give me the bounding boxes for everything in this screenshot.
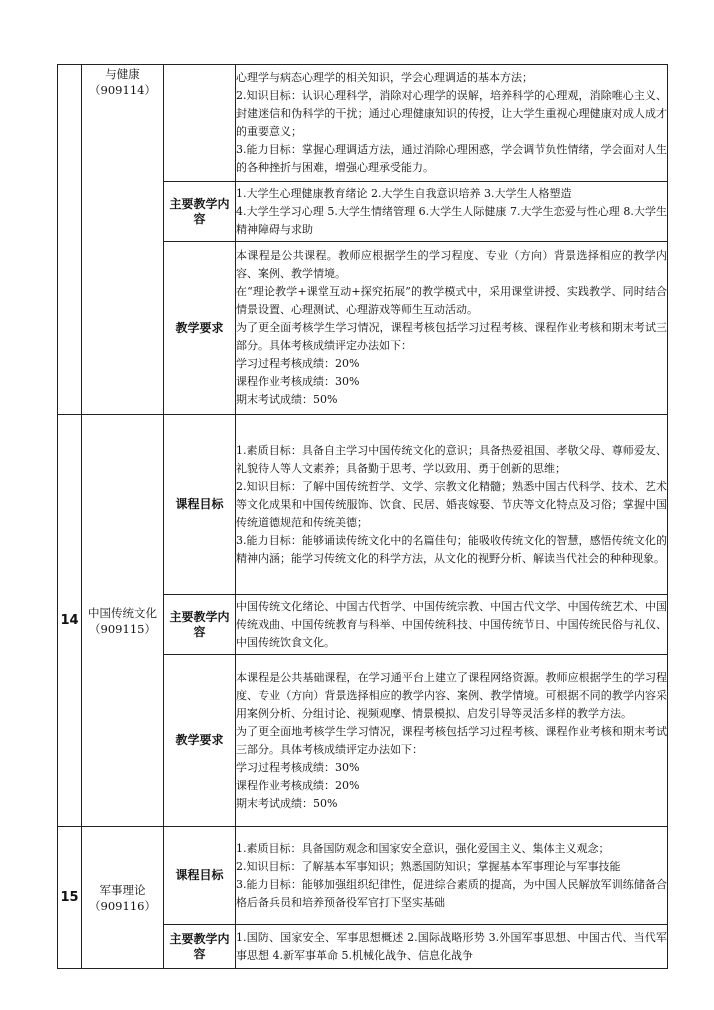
course-name: 军事理论: [99, 882, 146, 897]
content-line: 为了更全面考核学生学习情况，课程考核包括学习过程考核、课程作业考核和期末考试三部分。具体考核成绩评定办法如下：: [236, 321, 667, 352]
section-label: 主要教学内容: [164, 925, 236, 969]
content-line: 2.知识目标：了解中国传统哲学、文学、宗教文化精髓；熟悉中国古代科学、技术、艺术等文化成果和中国传统服饰、饮食、民居、婚丧嫁娶、节庆等文化特点及习俗；掌握中国传统道德规范和传统美德；: [236, 479, 667, 529]
row-number: 15: [58, 827, 82, 969]
content-line: 3.能力目标：掌握心理调适方法，通过消除心理困惑，学会调节负性情绪，学会面对人生的各种挫折与困难，增强心理承受能力。: [236, 143, 667, 174]
section-content: [236, 242, 668, 415]
section-label: 教学要求: [164, 655, 236, 827]
section-content: [236, 827, 668, 925]
course-name-cell: [82, 415, 164, 827]
course-name: 与健康: [105, 67, 140, 81]
content-line: 在“理论教学+课堂互动+探究拓展”的教学模式中，采用课堂讲授、实践教学、同时结合情景设置、心理测试、心理游戏等师生互动活动。: [236, 285, 667, 316]
section-content: [236, 655, 668, 827]
content-line: 2.知识目标：认识心理科学，消除对心理学的误解，培养科学的心理观，消除唯心主义、封建迷信和伪科学的干扰；通过心理健康知识的传授，让大学生重视心理健康对成人成才的重要意义；: [236, 89, 667, 138]
content-line: 学习过程考核成绩：20%: [236, 357, 360, 370]
course-name-cell: [82, 65, 164, 415]
content-line: 心理学与病态心理学的相关知识，学会心理调适的基本方法；: [236, 71, 533, 84]
content-line: 学习过程考核成绩：30%: [236, 760, 360, 774]
content-line: 课程作业考核成绩：30%: [236, 375, 360, 388]
content-line: 期末考试成绩：50%: [236, 393, 338, 406]
content-line: 3.能力目标：能够诵读传统文化中的名篇佳句；能吸收传统文化的智慧，感悟传统文化的精神内涵；能学习传统文化的科学方法，从文化的视野分析、解读当代社会的种种现象。: [236, 533, 667, 565]
course-code: （909116）: [89, 898, 156, 913]
content-line: 1.素质目标：具备自主学习中国传统文化的意识；具备热爱祖国、孝敬父母、尊师爱友、礼貌待人等人文素养；具备勤于思考、学以致用、勇于创新的思维；: [236, 443, 667, 475]
content-line: 1.大学生心理健康教育绪论 2.大学生自我意识培养 3.大学生人格塑造: [236, 186, 572, 200]
section-label: 主要教学内容: [164, 182, 236, 242]
content-line: 为了更全面地考核学生学习情况，课程考核包括学习过程考核、课程作业考核和期末考试三部分。具体考核成绩评定办法如下：: [236, 724, 667, 756]
section-content: [236, 415, 668, 595]
content-line: 4.大学生学习心理 5.大学生情绪管理 6.大学生人际健康 7.大学生恋爱与性心理 8.大学生精神障碍与求助: [236, 204, 667, 236]
content-line: 期末考试成绩：50%: [236, 796, 338, 810]
section-content: [236, 595, 668, 655]
row-number: 14: [58, 415, 82, 827]
course-name-cell: [82, 827, 164, 969]
course-name: 中国传统文化: [88, 605, 157, 620]
course-code: （909114）: [89, 83, 156, 97]
section-content: [236, 182, 668, 242]
section-label: 主要教学内容: [164, 595, 236, 655]
section-label: 课程目标: [164, 415, 236, 595]
table-row: [58, 415, 668, 595]
row-number: [58, 65, 82, 415]
table-row: [58, 827, 668, 925]
content-line: 中国传统文化绪论、中国古代哲学、中国传统宗教、中国古代文学、中国传统艺术、中国传统戏曲、中国传统教育与科举、中国传统科技、中国传统节日、中国传统民俗与礼仪、中国传统饮食文化。: [236, 599, 667, 649]
content-line: 本课程是公共基础课程，在学习通平台上建立了课程网络资源。教师应根据学生的学习程度、专业（方向）背景选择相应的教学内容、案例、教学情境。可根据不同的教学内容采用案例分析、分组讨论、视频观摩、情景模拟、启发引导等灵活多样的教学方法。: [236, 670, 667, 720]
content-line: 本课程是公共课程。教师应根据学生的学习程度、专业（方向）背景选择相应的教学内容、案例、教学情境。: [236, 249, 667, 280]
content-line: 2.知识目标：了解基本军事知识；熟悉国防知识；掌握基本军事理论与军事技能: [236, 859, 621, 873]
content-line: 1.国防、国家安全、军事思想概述 2.国际战略形势 3.外国军事思想、中国古代、当代军事思想 4.新军事革命 5.机械化战争、信息化战争: [236, 930, 667, 962]
section-label: 教学要求: [164, 242, 236, 415]
course-table: [57, 64, 668, 969]
section-content: [236, 65, 668, 182]
section-label: 课程目标: [164, 827, 236, 925]
content-line: 课程作业考核成绩：20%: [236, 778, 360, 792]
course-code: （909115）: [89, 621, 156, 636]
section-label: [164, 65, 236, 182]
content-line: 1.素质目标：具备国防观念和国家安全意识，强化爱国主义、集体主义观念；: [236, 841, 610, 855]
content-line: 3.能力目标：能够加强组织纪律性，促进综合素质的提高，为中国人民解放军训练储备合格后备兵员和培养预备役军官打下坚实基础: [236, 877, 667, 909]
table-row: [58, 65, 668, 182]
section-content: [236, 925, 668, 969]
